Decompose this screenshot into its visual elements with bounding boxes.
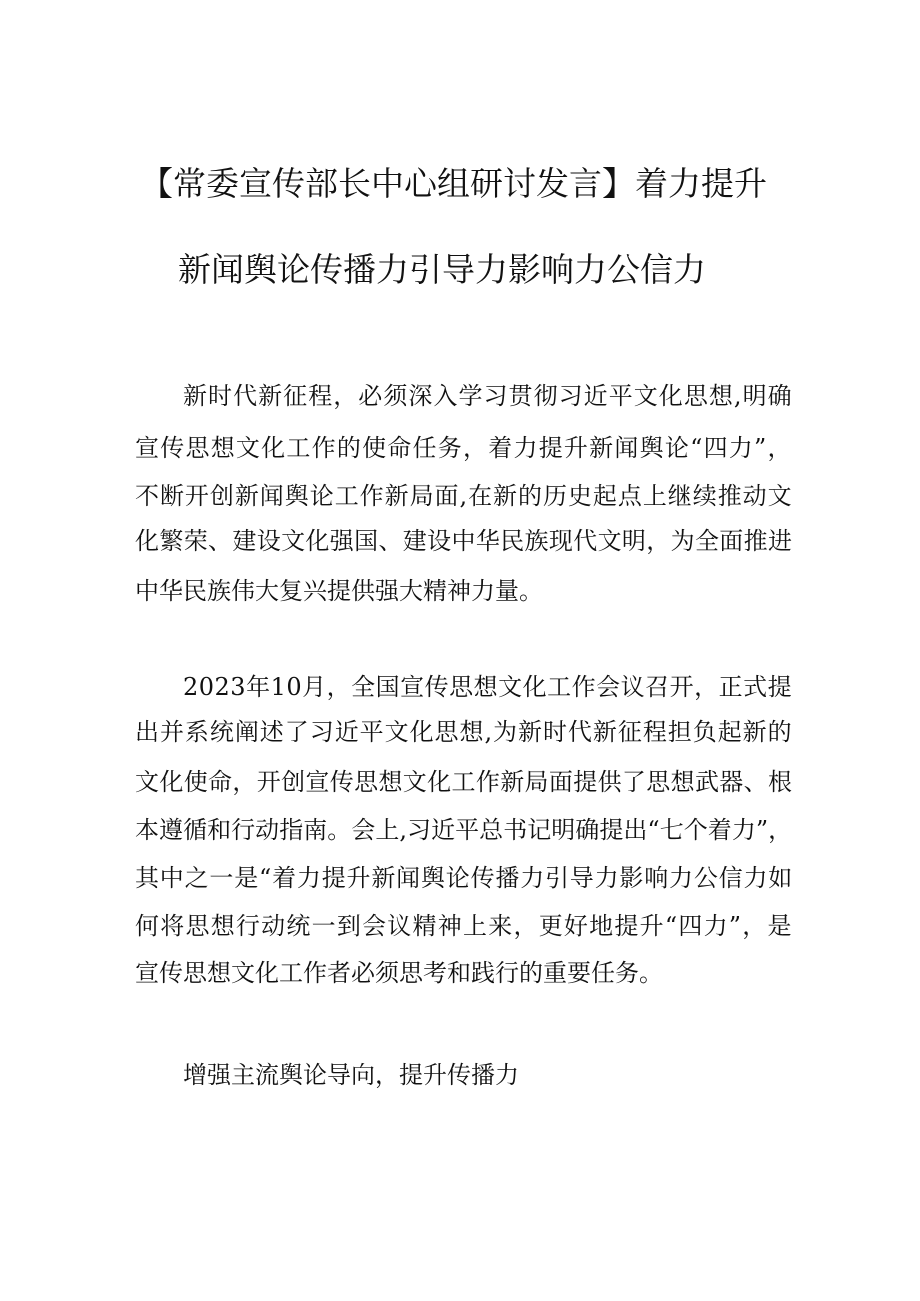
section-heading: 增强主流舆论导向，提升传播力: [183, 1061, 519, 1089]
paragraph-1-line: 化繁荣、建设文化强国、建设中华民族现代文明，为全面推进: [135, 527, 793, 555]
paragraph-1-line: 新时代新征程，必须深入学习贯彻习近平文化思想,明确: [183, 382, 793, 410]
paragraph-2-line: 文化使命，开创宣传思想文化工作新局面提供了思想武器、根: [135, 768, 793, 796]
paragraph-2-line: 何将思想行动统一到会议精神上来，更好地提升“四力”，是: [135, 912, 793, 940]
paragraph-2-line: 出并系统阐述了习近平文化思想,为新时代新征程担负起新的: [135, 718, 793, 746]
paragraph-2-line: 2023年10月，全国宣传思想文化工作会议召开，正式提: [183, 673, 793, 701]
paragraph-2-line: 其中之一是“着力提升新闻舆论传播力引导力影响力公信力如: [135, 864, 794, 892]
document-title-line-2: 新闻舆论传播力引导力影响力公信力: [178, 250, 706, 289]
document-title-line-1: 【常委宣传部长中心组研讨发言】着力提升: [140, 164, 767, 203]
paragraph-2-line: 本遵循和行动指南。会上,习近平总书记明确提出“七个着力”，: [135, 816, 793, 844]
paragraph-1-line: 不断开创新闻舆论工作新局面,在新的历史起点上继续推动文: [135, 482, 793, 510]
paragraph-1-line: 中华民族伟大复兴提供强大精神力量。: [135, 577, 543, 605]
paragraph-1-line: 宣传思想文化工作的使命任务，着力提升新闻舆论“四力”，: [135, 434, 793, 462]
paragraph-2-line: 宣传思想文化工作者必须思考和践行的重要任务。: [135, 959, 663, 987]
